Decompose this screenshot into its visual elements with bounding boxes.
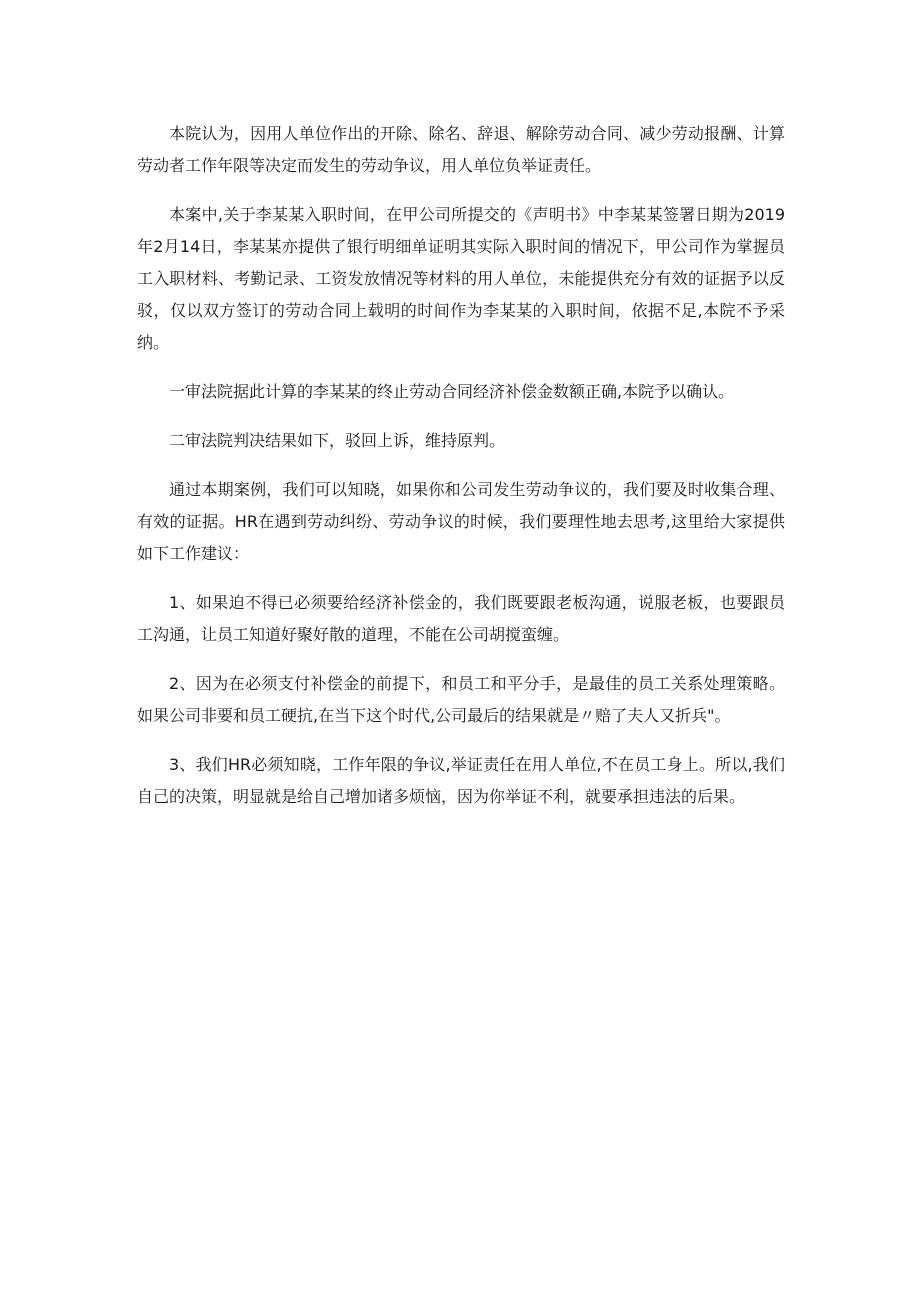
paragraph-advice-1: 1、如果迫不得已必须要给经济补偿金的，我们既要跟老板沟通，说服老板，也要跟员工沟通，让员工知道好聚好散的道理，不能在公司胡搅蛮缠。 [137,593,785,644]
paragraph-advice-2: 2、因为在必须支付补偿金的前提下，和员工和平分手，是最佳的员工关系处理策略。如果公司非要和员工硬抗,在当下这个时代,公司最后的结果就是〃赔了夫人又折兵"。 [137,674,785,725]
paragraph-burden-of-proof: 本院认为，因用人单位作出的开除、除名、辞退、解除劳动合同、减少劳动报酬、计算劳动者工作年限等决定而发生的劳动争议，用人单位负举证责任。 [137,124,785,175]
document-body [137,118,785,830]
paragraph-lessons: 通过本期案例，我们可以知晓，如果你和公司发生劳动争议的，我们要及时收集合理、有效的证据。HR在遇到劳动纠纷、劳动争议的时候，我们要理性地去思考,这里给大家提供如下工作建议： [137,480,785,563]
paragraph-advice-3: 3、我们HR必须知晓，工作年限的争议,举证责任在用人单位,不在员工身上。所以,我们自己的决策，明显就是给自己增加诸多烦恼，因为你举证不利，就要承担违法的后果。 [137,755,785,806]
paragraph-first-instance: 一审法院据此计算的李某某的终止劳动合同经济补偿金数额正确,本院予以确认。 [169,382,735,401]
paragraph-second-instance: 二审法院判决结果如下，驳回上诉，维持原判。 [169,431,506,450]
paragraph-case-entry-date: 本案中,关于李某某入职时间，在甲公司所提交的《声明书》中李某某签署日期为2019年2月14日，李某某亦提供了银行明细单证明其实际入职时间的情况下，甲公司作为掌握员工入职材料、考勤记录、工资发放情况等材料的用人单位，未能提供充分有效的证据予以反驳，仅以双方签订的劳动合同上载明的时间作为李某某的入职时间，依据不足,本院不予采纳。 [137,205,785,352]
